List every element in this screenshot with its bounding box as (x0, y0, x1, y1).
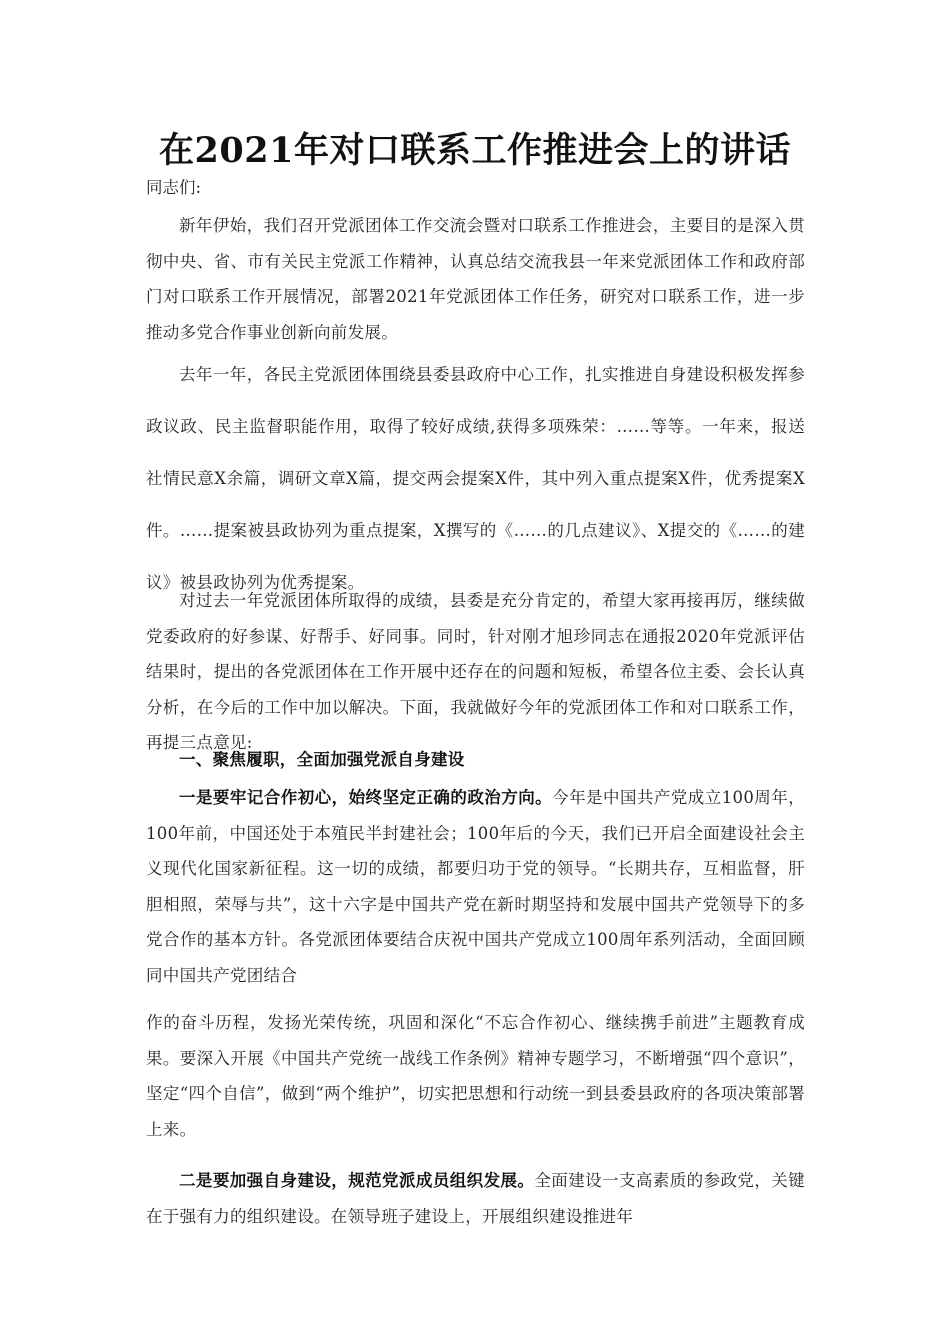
paragraph-point-2 (146, 1163, 805, 1234)
salutation: 同志们: (146, 178, 202, 197)
point-2-lead: 二是要加强自身建设，规范党派成员组织发展。 (179, 1171, 535, 1190)
paragraph-achievements: 去年一年，各民主党派团体围绕县委县政府中心工作，扎实推进自身建设积极发挥参政议政、民主监督职能作用，取得了较好成绩,获得多项殊荣：……等等。一年来，报送社情民意X余篇，调研文章X篇，提交两会提案X件，其中列入重点提案X件，优秀提案X件。……提案被县政协列为重点提案，X撰写的《……的几点建议》、X提交的《……的建议》被县政协列为优秀提案。 (146, 365, 805, 592)
paragraph-point-1 (146, 780, 805, 1147)
paragraph-opening: 新年伊始，我们召开党派团体工作交流会暨对口联系工作推进会，主要目的是深入贯彻中央、省、市有关民主党派工作精神，认真总结交流我县一年来党派团体工作和政府部门对口联系工作开展情况，部署2021年党派团体工作任务，研究对口联系工作，进一步推动多党合作事业创新向前发展。 (146, 216, 805, 342)
section-heading-1: 一、聚焦履职，全面加强党派自身建设 (179, 750, 465, 769)
point-2-body: 全面建设一支高素质的参政党，关键在于强有力的组织建设。在领导班子建设上，开展组织建设推进年 (146, 1171, 805, 1226)
paragraph-expectations: 对过去一年党派团体所取得的成绩，县委是充分肯定的，希望大家再接再厉，继续做党委政府的好参谋、好帮手、好同事。同时，针对刚才旭珍同志在通报2020年党派评估结果时，提出的各党派团体在工作开展中还存在的问题和短板，希望各位主委、会长认真分析，在今后的工作中加以解决。下面，我就做好今年的党派团体工作和对口联系工作，再提三点意见: (146, 591, 805, 752)
point-1-body-part-2: 作的奋斗历程，发扬光荣传统，巩固和深化“不忘合作初心、继续携手前进”主题教育成果。要深入开展《中国共产党统一战线工作条例》精神专题学习，不断增强“四个意识”，坚定“四个自信”，做到“两个维护”，切实把思想和行动统一到县委县政府的各项决策部署上来。 (146, 1013, 805, 1139)
point-1-lead: 一是要牢记合作初心，始终坚定正确的政治方向。 (179, 788, 553, 807)
paragraph-gap (146, 993, 805, 1005)
point-1-body-part-1: 今年是中国共产党成立100周年，100年前，中国还处于本殖民半封建社会；100年后的今天，我们已开启全面建设社会主义现代化国家新征程。这一切的成绩，都要归功于党的领导。“长期共存，互相监督，肝胆相照，荣辱与共”，这十六字是中国共产党在新时期坚持和发展中国共产党领导下的多党合作的基本方针。各党派团体要结合庆祝中国共产党成立100周年系列活动，全面回顾同中国共产党团结合 (146, 788, 805, 985)
document-title: 在2021年对口联系工作推进会上的讲话 (159, 130, 791, 171)
